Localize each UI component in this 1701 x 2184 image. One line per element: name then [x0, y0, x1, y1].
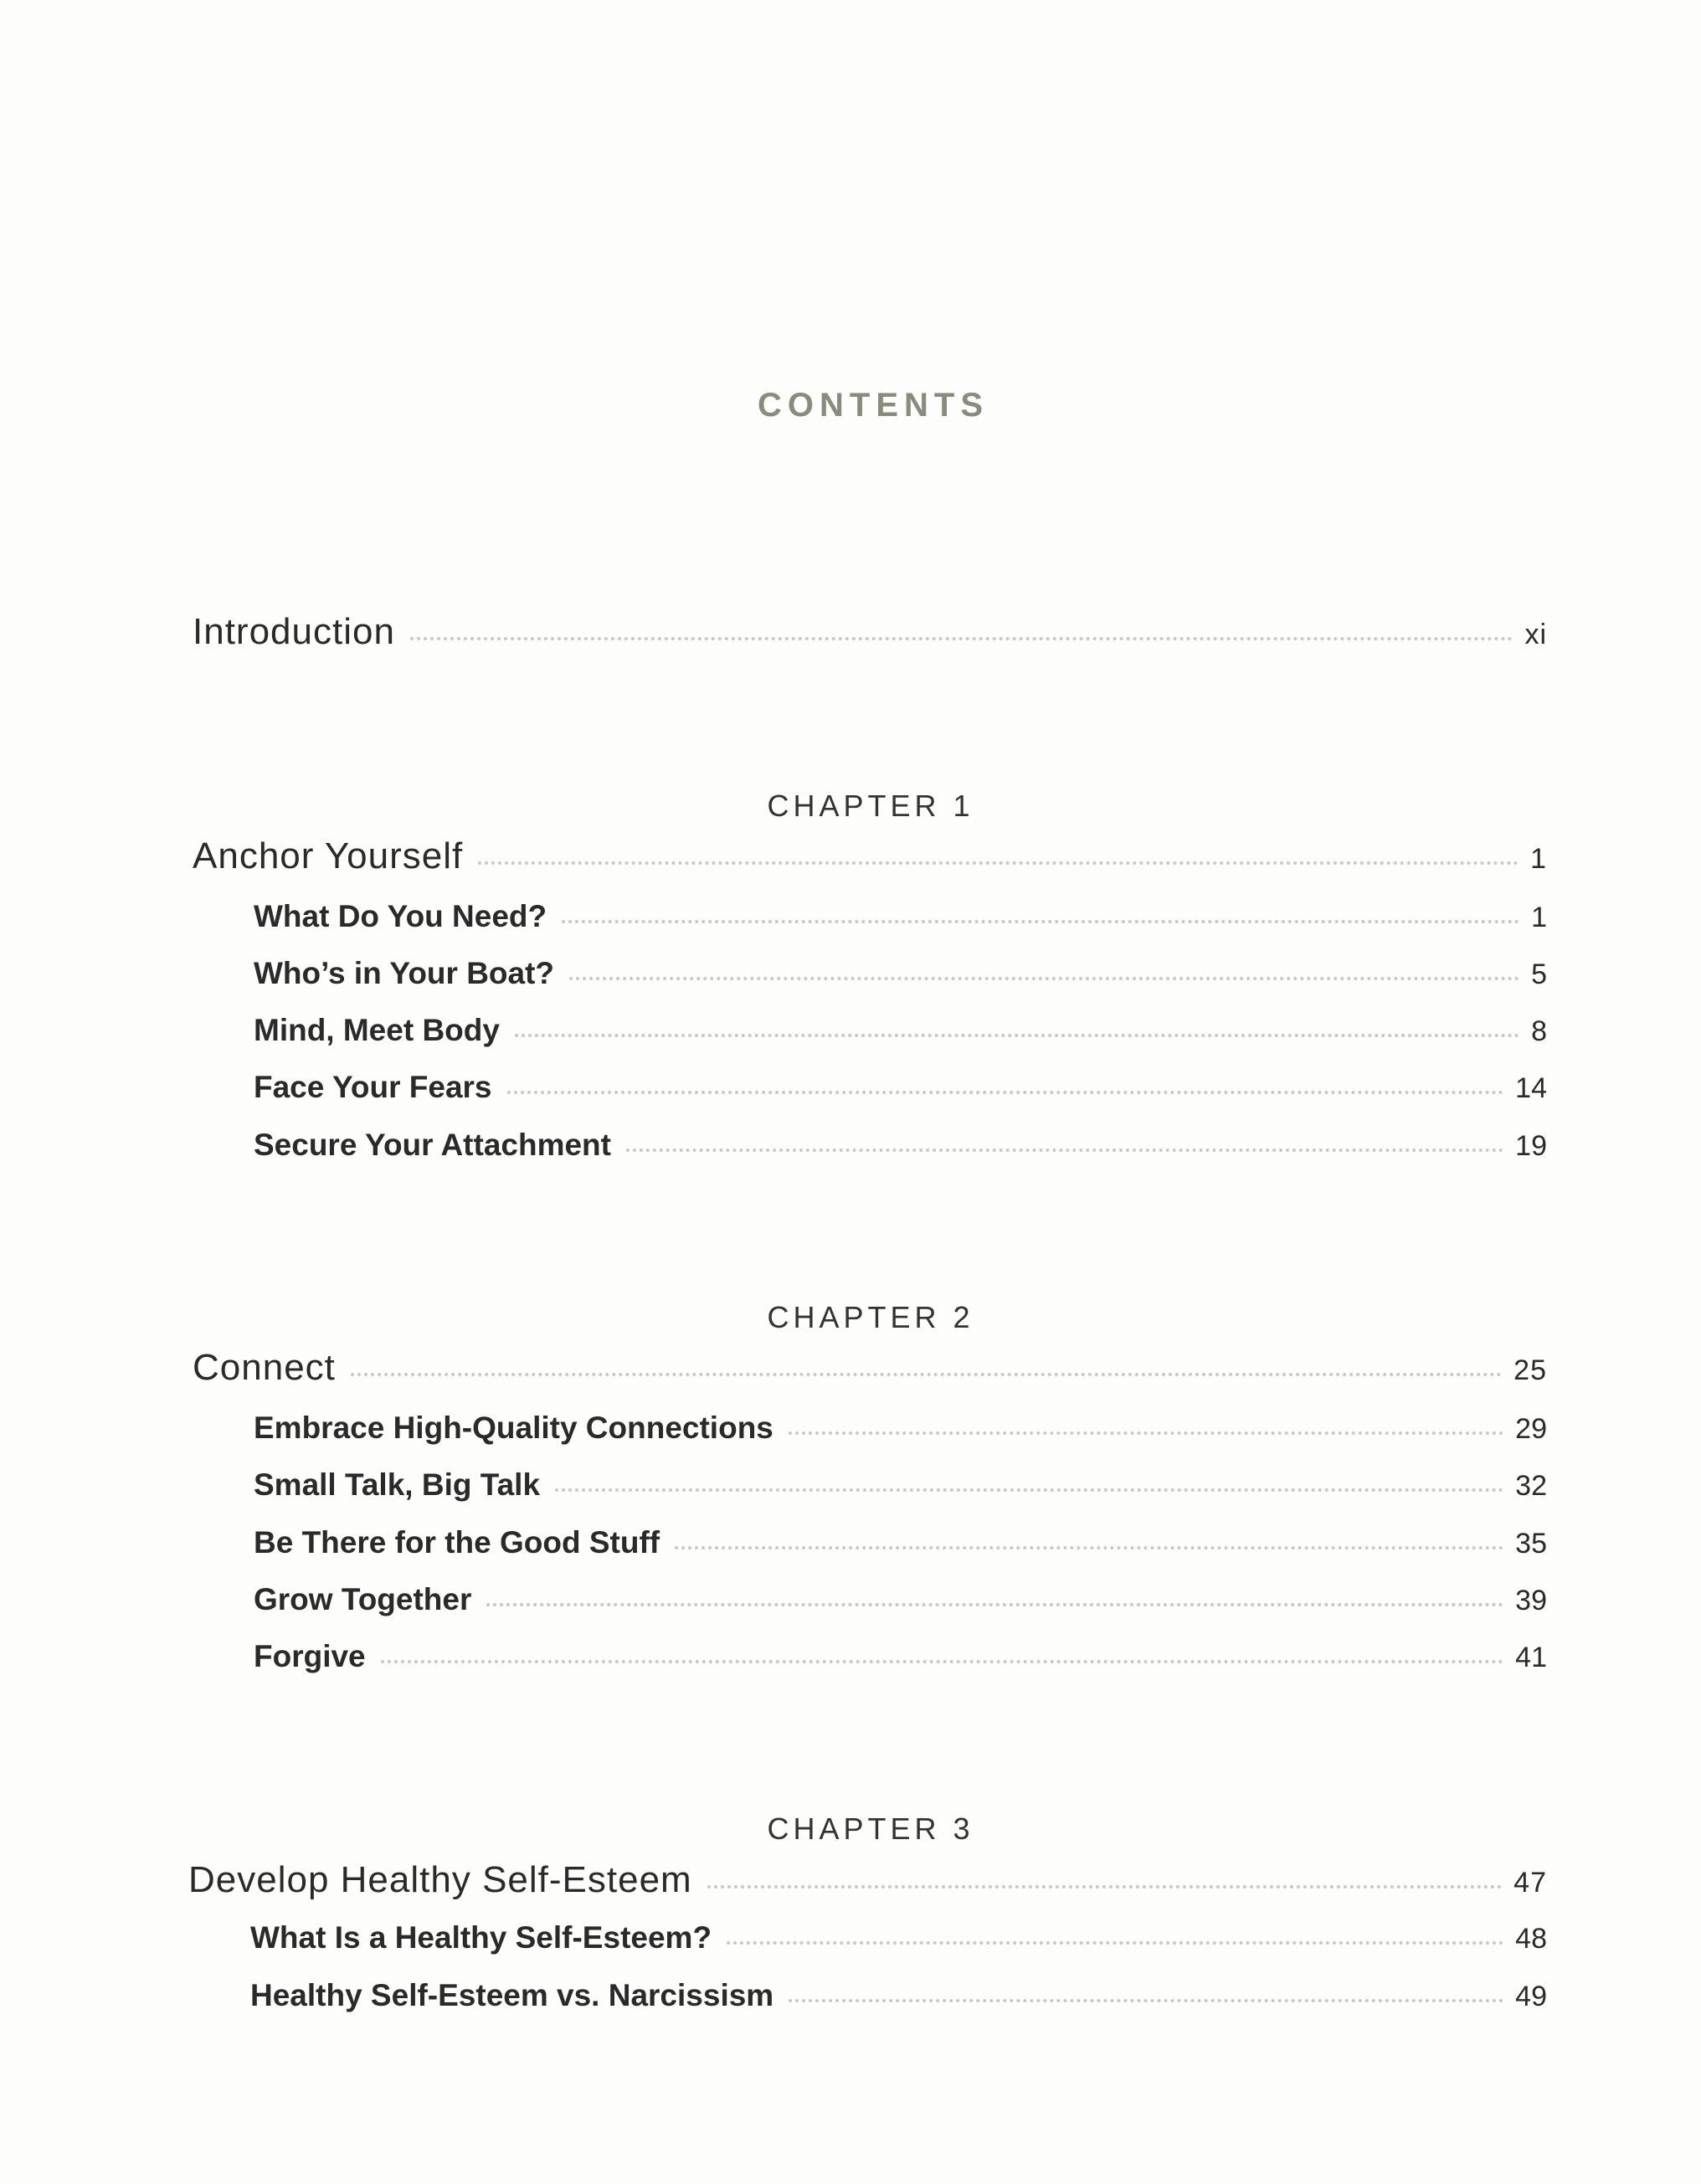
toc-entry-section[interactable] — [0, 1525, 1547, 1560]
toc-entry-introduction[interactable] — [0, 611, 1547, 653]
dot-leader — [562, 920, 1519, 923]
page-number: 32 — [1515, 1470, 1547, 1502]
page-number: 8 — [1531, 1015, 1547, 1047]
dot-leader — [555, 1488, 1503, 1492]
dot-leader — [789, 1431, 1503, 1435]
entry-title: What Do You Need? — [254, 899, 547, 933]
entry-title: Embrace High-Quality Connections — [254, 1411, 773, 1445]
dot-leader — [626, 1149, 1503, 1152]
entry-title: Be There for the Good Stuff — [254, 1525, 660, 1560]
entry-title: Small Talk, Big Talk — [254, 1467, 541, 1502]
page-title: CONTENTS — [758, 387, 989, 424]
chapter-label: CHAPTER 3 — [767, 1811, 974, 1846]
toc-entry-section[interactable] — [0, 1639, 1547, 1674]
entry-title: What Is a Healthy Self-Esteem? — [250, 1920, 712, 1955]
page-number: 41 — [1515, 1642, 1547, 1673]
entry-title: Mind, Meet Body — [254, 1013, 500, 1047]
toc-entry-section[interactable] — [0, 899, 1547, 934]
toc-entry-chapter[interactable] — [0, 835, 1547, 877]
page-number: 39 — [1515, 1585, 1547, 1616]
dot-leader — [381, 1660, 1504, 1663]
dot-leader — [727, 1941, 1503, 1945]
dot-leader — [351, 1373, 1502, 1376]
page-number: 49 — [1515, 1981, 1547, 2012]
dot-leader — [569, 977, 1519, 980]
toc-entry-section[interactable] — [0, 956, 1547, 991]
dot-leader — [515, 1034, 1519, 1037]
toc-entry-chapter[interactable] — [0, 1859, 1547, 1901]
page-number: 5 — [1531, 958, 1547, 990]
entry-title: Forgive — [254, 1639, 366, 1673]
entry-title: Develop Healthy Self-Esteem — [188, 1859, 692, 1900]
dot-leader — [478, 861, 1519, 865]
dot-leader — [707, 1885, 1502, 1889]
page-number: 48 — [1515, 1923, 1547, 1955]
toc-entry-section[interactable] — [0, 1070, 1547, 1105]
page-number: 47 — [1513, 1867, 1547, 1899]
page-number: 29 — [1515, 1413, 1547, 1445]
page-number: 1 — [1531, 902, 1547, 933]
entry-title: Face Your Fears — [254, 1070, 492, 1104]
entry-title: Anchor Yourself — [193, 835, 464, 876]
entry-title: Healthy Self-Esteem vs. Narcissism — [250, 1978, 774, 2012]
toc-entry-section[interactable] — [0, 1920, 1547, 1955]
page-number: 1 — [1530, 843, 1547, 875]
dot-leader — [675, 1546, 1503, 1549]
toc-entry-chapter[interactable] — [0, 1347, 1547, 1389]
entry-title: Who’s in Your Boat? — [254, 956, 555, 990]
toc-entry-section[interactable] — [0, 1467, 1547, 1503]
chapter-label: CHAPTER 2 — [767, 1300, 974, 1334]
dot-leader — [486, 1603, 1503, 1606]
toc-entry-section[interactable] — [0, 1978, 1547, 2013]
page-number: 19 — [1515, 1130, 1547, 1162]
toc-entry-section[interactable] — [0, 1411, 1547, 1446]
entry-title: Grow Together — [254, 1582, 472, 1616]
entry-title: Connect — [193, 1347, 336, 1388]
chapter-label: CHAPTER 1 — [767, 789, 974, 823]
page-number: xi — [1524, 619, 1547, 650]
page-number: 25 — [1513, 1354, 1547, 1386]
entry-title: Secure Your Attachment — [254, 1128, 611, 1162]
toc-entry-section[interactable] — [0, 1128, 1547, 1163]
toc-entry-section[interactable] — [0, 1582, 1547, 1617]
toc-entry-section[interactable] — [0, 1013, 1547, 1048]
dot-leader — [507, 1091, 1504, 1094]
dot-leader — [789, 1999, 1503, 2002]
dot-leader — [410, 637, 1513, 640]
page-number: 35 — [1515, 1528, 1547, 1560]
entry-title: Introduction — [193, 611, 395, 652]
page-number: 14 — [1515, 1072, 1547, 1104]
